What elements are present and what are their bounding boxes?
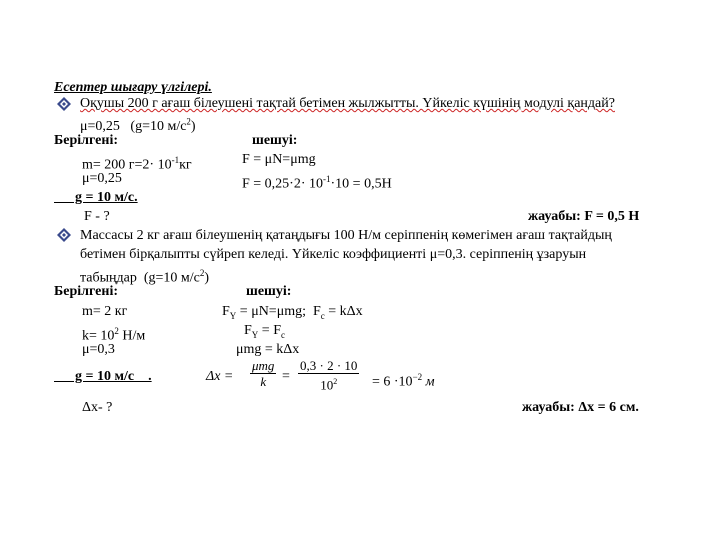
page-heading: Есептер шығару үлгілері. xyxy=(54,80,212,95)
problem2-solution-step2: $F_Ү = F_с$ xyxy=(244,323,285,340)
problem2-given-label: Берілгені: xyxy=(54,284,119,299)
problem1-given-g: g = 10 м/с. xyxy=(54,190,138,205)
formula-numerator-1: μmg xyxy=(252,358,275,373)
formula-fraction-2 xyxy=(298,358,359,392)
formula-lhs: Δx = xyxy=(206,369,234,384)
problem2-text-line3: табыңдар (g=10 $м/с^2$) xyxy=(80,268,210,286)
problem2-solution-step3: μmg = kΔx xyxy=(236,342,300,357)
formula-numerator-2: 0,3 · 2 · 10 xyxy=(300,358,358,373)
diamond-bullet-icon xyxy=(57,228,71,242)
problem2-given-mass: m= 2 кг xyxy=(82,304,128,319)
problem2-text-line1: Массасы 2 кг ағаш білеушенің қатаңдығы 100 Н/м серіппенің көмегімен ағаш тақтайдың xyxy=(80,228,612,243)
problem2-solution-step1: $F_Ү = \mu N=\mu mg$; $F_с = k\Delta x$ xyxy=(222,304,363,321)
problem2-given-mu: μ=0,3 xyxy=(82,342,115,357)
problem2-given-g: g = 10 м/с . xyxy=(54,369,152,384)
problem2-text-line2: бетімен бірқалыпты сүйреп келеді. Үйкеліс коэффициенті μ=0,3. серіппенің ұзаруын xyxy=(80,247,587,262)
formula-denominator-1: k xyxy=(260,374,267,389)
problem2-answer: жауабы: Δx = 6 см. xyxy=(522,400,639,415)
formula-denominator-2: $10^2$ xyxy=(320,377,338,393)
problem2-unknown: Δx- ? xyxy=(82,400,113,415)
problem1-given-mu: μ=0,25 xyxy=(82,171,122,186)
problem1-given-label: Берілгені: xyxy=(54,133,119,148)
formula-equals: = xyxy=(282,369,290,384)
diamond-bullet-icon xyxy=(57,97,71,111)
formula-rhs: = $6 \cdot 10^{-2}$ м xyxy=(372,372,435,390)
problem1-solution-label: шешуі: xyxy=(252,133,298,148)
formula-fraction-1 xyxy=(250,358,276,389)
problem1-unknown: F - ? xyxy=(84,209,110,224)
problem1-solution-step1: F = μN=μmg xyxy=(242,152,316,167)
problem1-text-line2: μ=0,25 (g=10 $м/с^2$) xyxy=(80,116,196,134)
problem2-solution-label: шешуі: xyxy=(246,284,292,299)
problem1-solution-step2: $F = 0,25\cdot 2\cdot 10^{-1}\cdot 10 = 0,5Н$ xyxy=(242,174,392,192)
problem1-given-mass: m= 200 $г=2\cdot 10^{-1}кг$ xyxy=(82,155,192,173)
problem2-given-k: $k= 10^2$ Н/м xyxy=(82,326,146,344)
problem1-answer: жауабы: F = 0,5 Н xyxy=(528,209,640,224)
problem1-text-line1: Оқушы 200 г ағаш білеушені тақтай бетімен жылжытты. Үйкеліс күшінің модулі қандай? xyxy=(80,96,615,111)
